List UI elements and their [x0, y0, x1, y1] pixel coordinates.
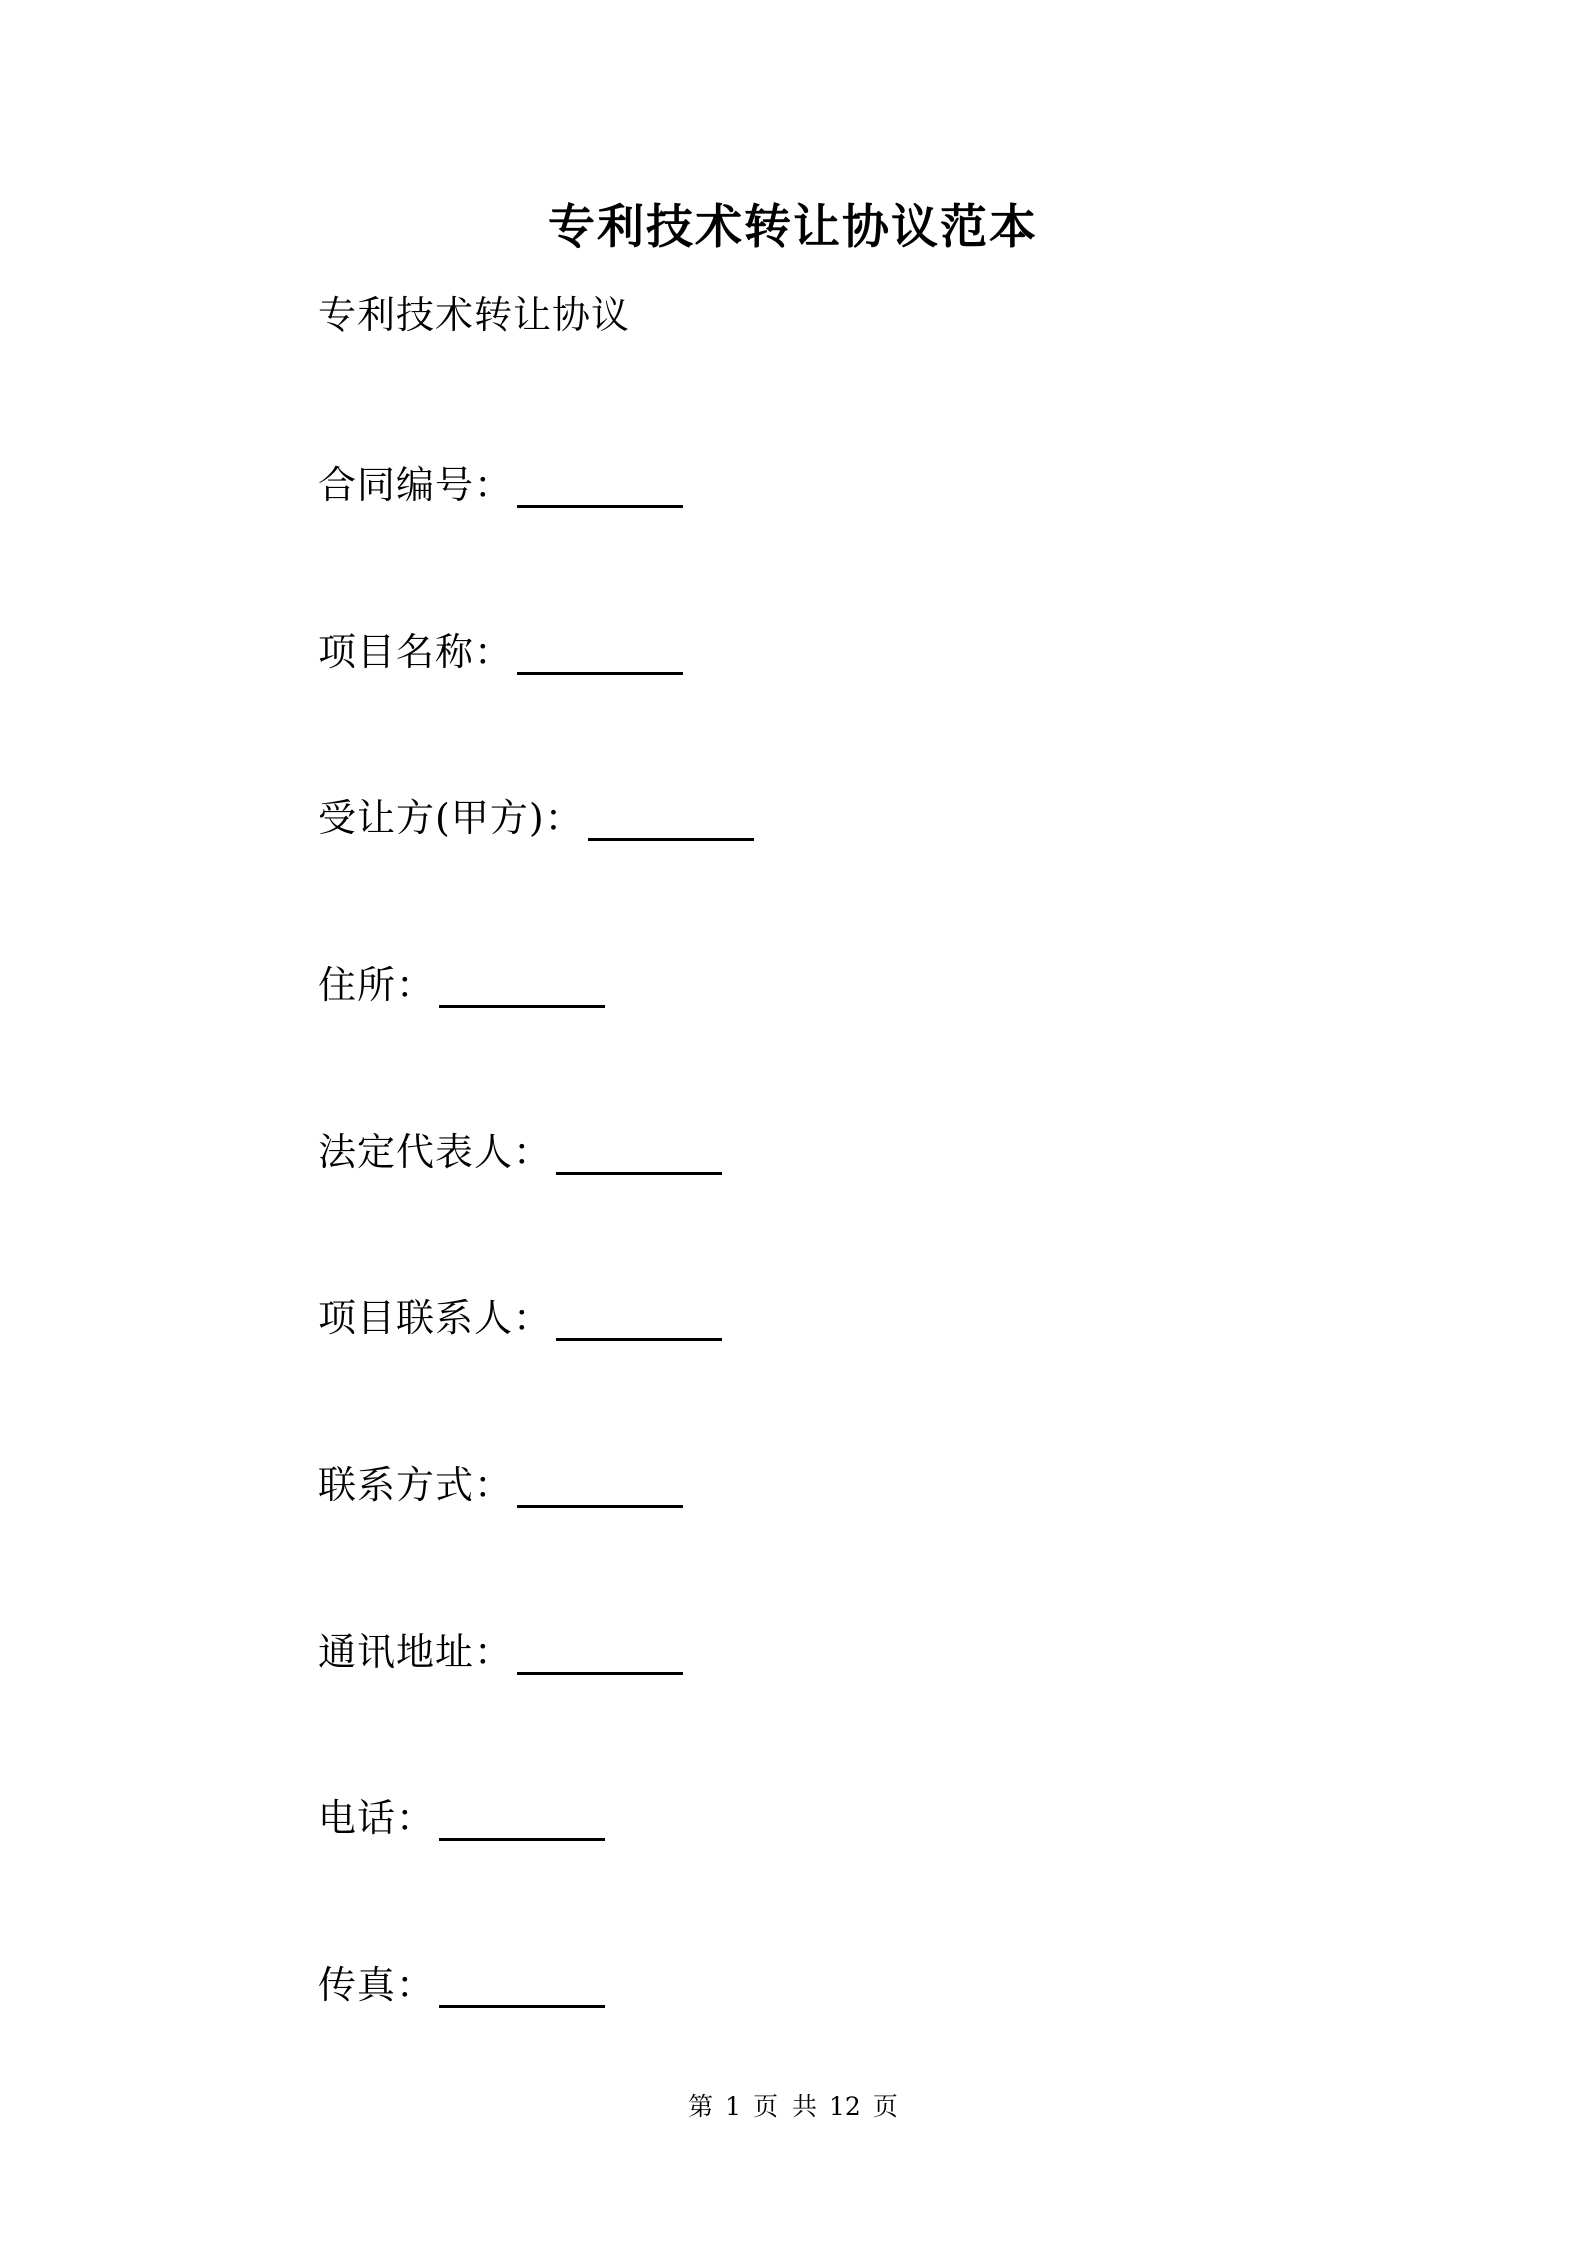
fill-in-blank [517, 632, 683, 675]
field-fax [318, 1960, 605, 2010]
field-transferee [318, 793, 754, 843]
field-contract-number [318, 460, 683, 510]
footer-total-pages: 12 [829, 2092, 861, 2121]
field-label: 通讯地址： [318, 1630, 514, 1674]
fill-in-blank [556, 1298, 722, 1341]
fill-in-blank [556, 1132, 722, 1175]
footer-suffix: 页 [872, 2092, 898, 2121]
fill-in-blank [439, 965, 605, 1008]
page-footer [0, 2090, 1586, 2124]
field-label: 联系方式： [318, 1463, 514, 1507]
field-label: 受让方(甲方)： [318, 796, 584, 840]
fill-in-blank [439, 1965, 605, 2008]
footer-middle: 页 共 [753, 2092, 818, 2121]
footer-prefix: 第 [688, 2092, 714, 2121]
field-legal-representative [318, 1127, 722, 1177]
fill-in-blank [517, 465, 683, 508]
field-address [318, 960, 605, 1010]
field-label: 住所： [318, 963, 436, 1007]
field-label: 传真： [318, 1963, 436, 2007]
document-subtitle: 专利技术转让协议 [318, 293, 631, 337]
field-label: 电话： [318, 1796, 436, 1840]
field-mailing-address [318, 1627, 683, 1677]
field-label: 合同编号： [318, 463, 514, 507]
document-title: 专利技术转让协议范本 [548, 200, 1038, 255]
field-label: 项目联系人： [318, 1296, 553, 1340]
fill-in-blank [439, 1798, 605, 1841]
field-telephone [318, 1793, 605, 1843]
field-project-name [318, 627, 683, 677]
field-project-contact [318, 1293, 722, 1343]
fill-in-blank [517, 1632, 683, 1675]
fill-in-blank [517, 1465, 683, 1508]
fill-in-blank [588, 798, 754, 841]
field-label: 法定代表人： [318, 1130, 553, 1174]
field-label: 项目名称： [318, 630, 514, 674]
field-contact-method [318, 1460, 683, 1510]
footer-current-page: 1 [725, 2092, 742, 2121]
